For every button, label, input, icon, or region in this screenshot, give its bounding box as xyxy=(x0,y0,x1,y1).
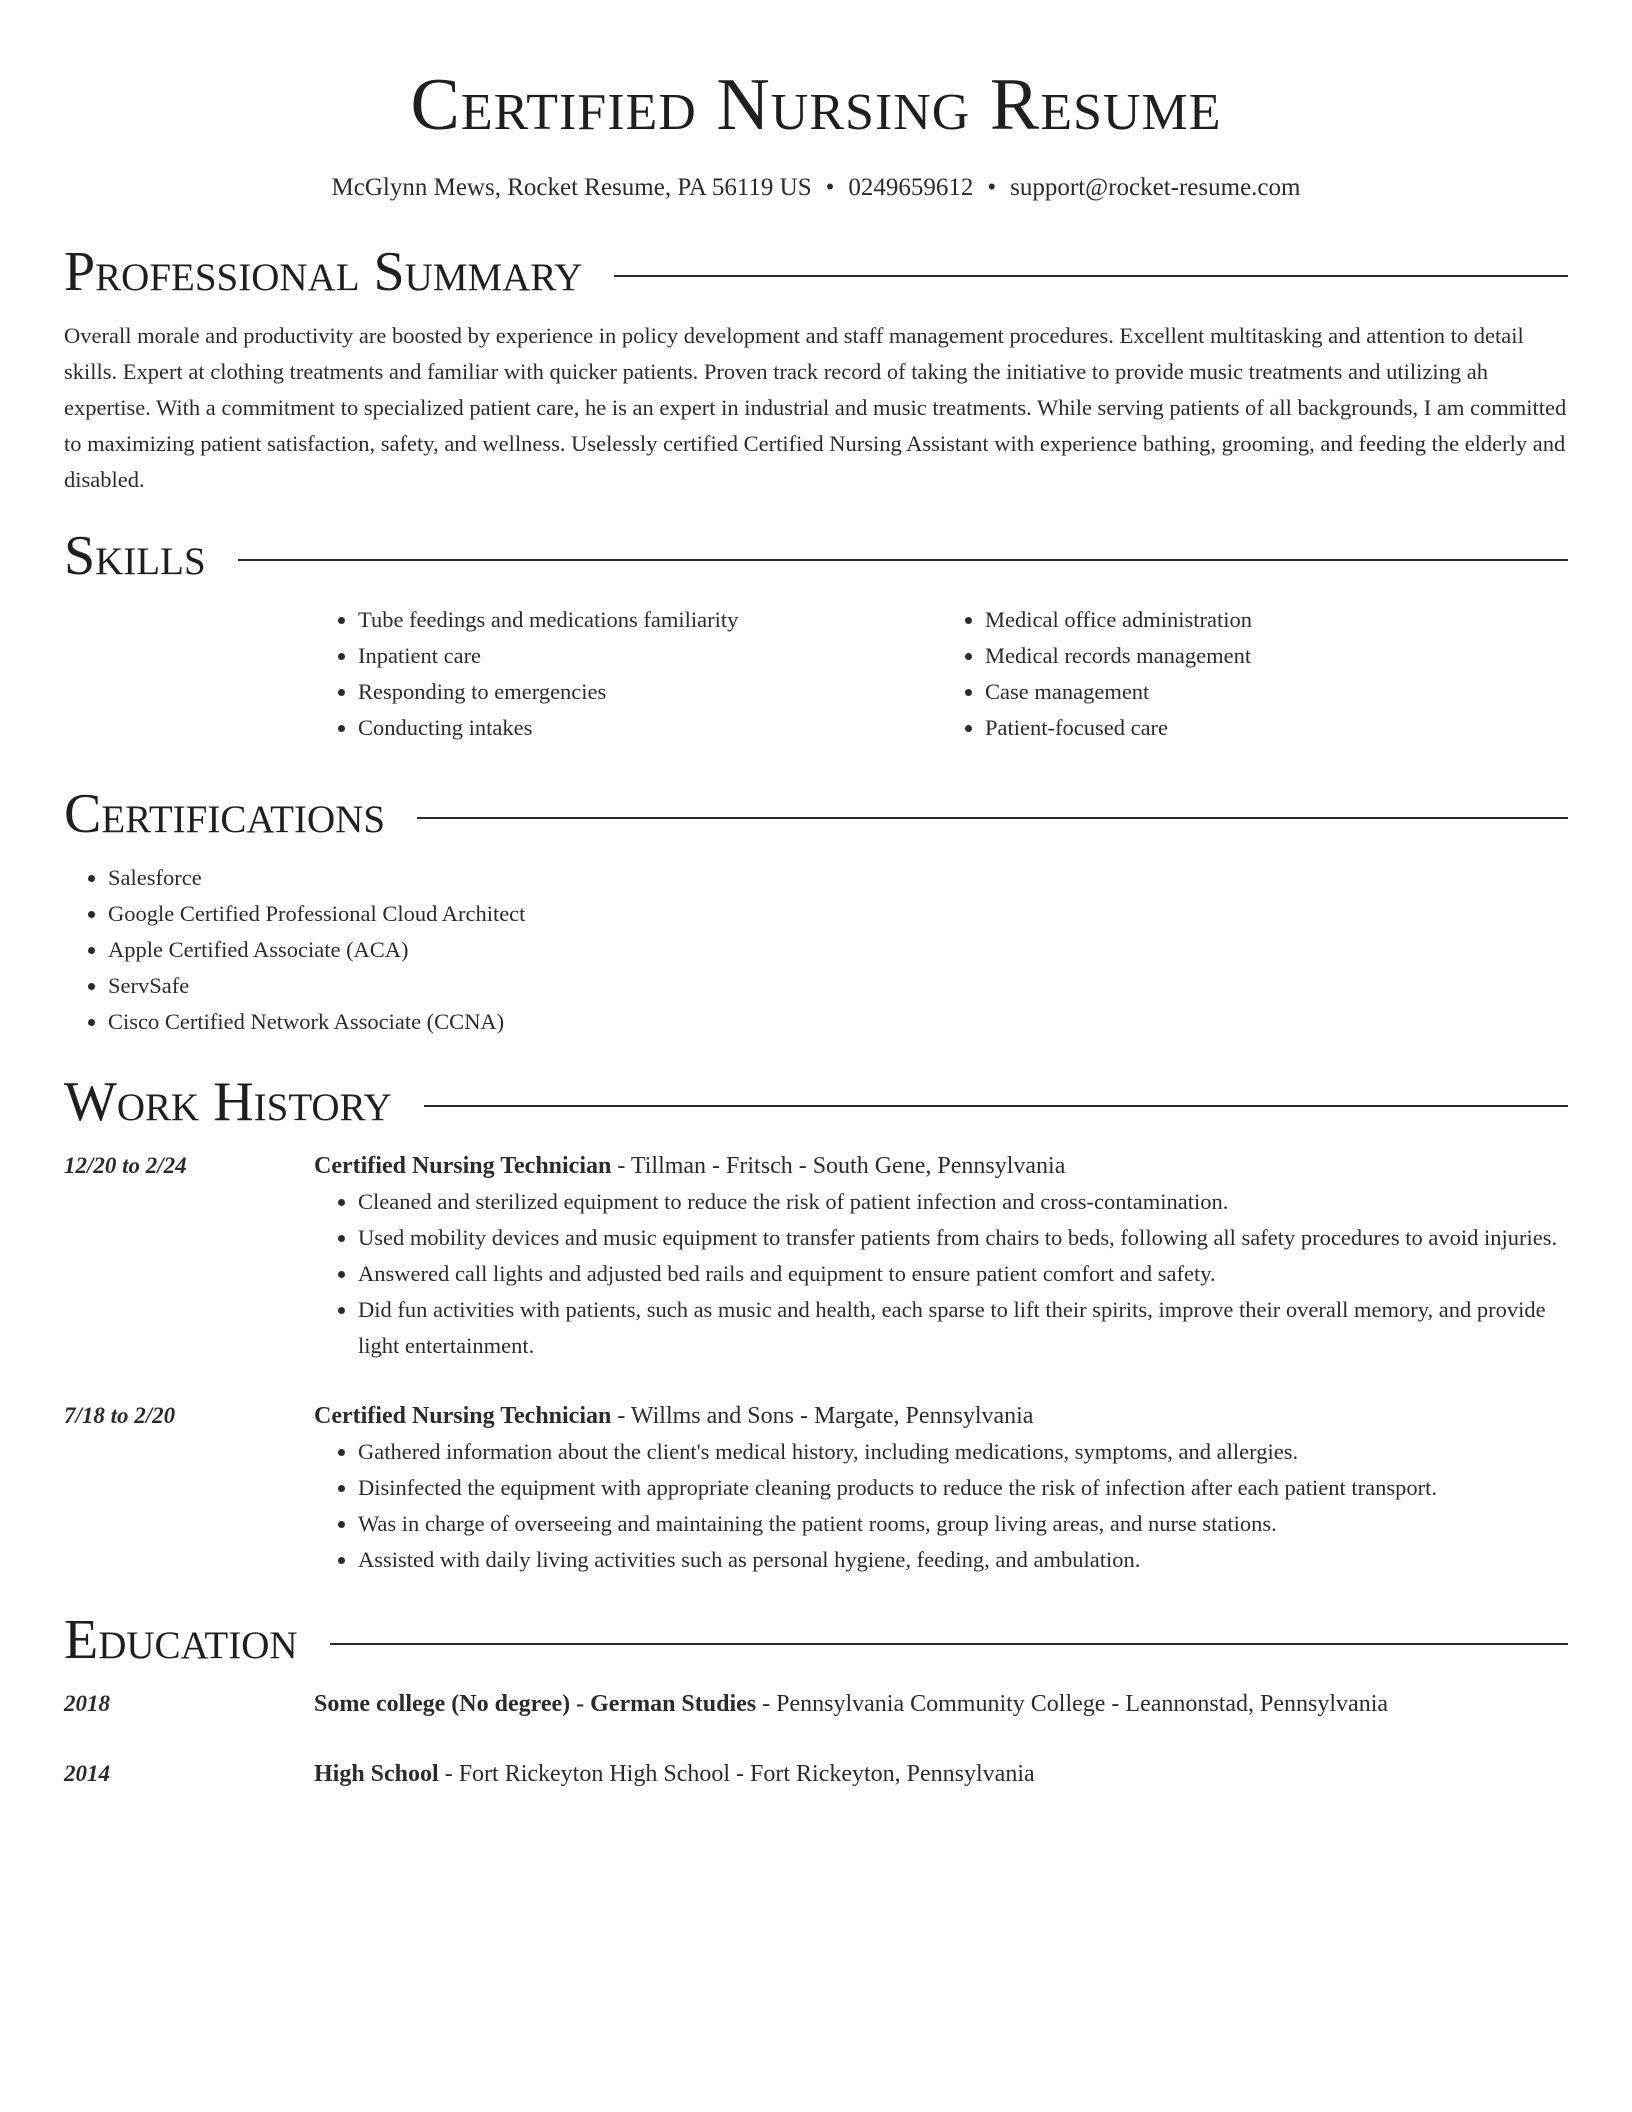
job-heading xyxy=(314,1398,1568,1434)
list-item: • Gathered information about the client's medical history, including medications, symptoms, and allergies. xyxy=(358,1434,1568,1470)
list-item: • Cisco Certified Network Associate (CCNA) xyxy=(108,1004,1568,1040)
job-heading xyxy=(314,1148,1568,1184)
education-body xyxy=(314,1756,1568,1792)
contact-phone: 0249659612 xyxy=(848,174,974,201)
section-divider xyxy=(238,559,1568,561)
list-item: • Google Certified Professional Cloud Architect xyxy=(108,896,1568,932)
section-divider xyxy=(614,275,1568,277)
job-body xyxy=(314,1148,1568,1364)
list-item: • Responding to emergencies xyxy=(358,674,941,710)
list-item: • Tube feedings and medications familiarity xyxy=(358,602,941,638)
education-heading-line xyxy=(314,1686,1568,1722)
job-dates: 12/20 to 2/24 xyxy=(64,1153,187,1178)
contact-address: McGlynn Mews, Rocket Resume, PA 56119 US xyxy=(331,174,812,201)
education-heading: Education xyxy=(64,1609,298,1671)
summary-heading: Professional Summary xyxy=(64,241,583,303)
job-duties-list xyxy=(314,1434,1568,1578)
document-title: Certified Nursing Resume xyxy=(410,64,1222,146)
skills-grid xyxy=(314,602,1568,746)
list-item: • Medical office administration xyxy=(985,602,1568,638)
list-item: • Did fun activities with patients, such as music and health, each sparse to lift their spirits, improve their overall memory, and provide light entertainment. xyxy=(358,1292,1568,1364)
education-school: - Fort Rickeyton High School - Fort Rickeyton, Pennsylvania xyxy=(438,1761,1035,1787)
contact-email: support@rocket-resume.com xyxy=(1010,174,1301,201)
summary-section-header xyxy=(64,240,1568,304)
list-item: • Conducting intakes xyxy=(358,710,941,746)
section-divider xyxy=(417,817,1568,819)
education-body xyxy=(314,1686,1568,1722)
skills-heading: Skills xyxy=(64,525,206,587)
education-entry xyxy=(64,1756,1568,1792)
skills-list-right xyxy=(941,602,1568,746)
list-item: • Inpatient care xyxy=(358,638,941,674)
job-duties-list xyxy=(314,1184,1568,1364)
work-heading: Work History xyxy=(64,1071,392,1133)
education-degree: Some college (No degree) - German Studies xyxy=(314,1691,757,1717)
list-item: • ServSafe xyxy=(108,968,1568,1004)
education-section-header xyxy=(64,1608,1568,1672)
job-body xyxy=(314,1398,1568,1578)
section-divider xyxy=(424,1105,1568,1107)
list-item: • Apple Certified Associate (ACA) xyxy=(108,932,1568,968)
certifications-section-header xyxy=(64,782,1568,846)
education-school: - Pennsylvania Community College - Leannonstad, Pennsylvania xyxy=(756,1691,1389,1717)
list-item: • Cleaned and sterilized equipment to reduce the risk of patient infection and cross-contamination. xyxy=(358,1184,1568,1220)
list-item: • Was in charge of overseeing and maintaining the patient rooms, group living areas, and nurse stations. xyxy=(358,1506,1568,1542)
list-item: • Answered call lights and adjusted bed rails and equipment to ensure patient comfort and safety. xyxy=(358,1256,1568,1292)
list-item: • Medical records management xyxy=(985,638,1568,674)
contact-separator: • xyxy=(825,174,835,201)
job-title: Certified Nursing Technician xyxy=(314,1403,612,1429)
list-item: • Patient-focused care xyxy=(985,710,1568,746)
resume-page xyxy=(64,0,1568,1792)
education-year: 2014 xyxy=(64,1761,110,1786)
job-entry xyxy=(64,1148,1568,1364)
job-employer: - Tillman - Fritsch - South Gene, Pennsylvania xyxy=(611,1153,1066,1179)
contact-separator: • xyxy=(987,174,997,201)
list-item: • Used mobility devices and music equipment to transfer patients from chairs to beds, following all safety procedures to avoid injuries. xyxy=(358,1220,1568,1256)
section-divider xyxy=(330,1643,1568,1645)
education-degree: High School xyxy=(314,1761,439,1787)
job-entry xyxy=(64,1398,1568,1578)
summary-text: Overall morale and productivity are boosted by experience in policy development and staff management procedures. Excellent multitasking and attention to detail skills. Expert at clothing treatments and familiar with quicker patients. Proven track record of taking the initiative to provide music treatments and utilizing ah expertise. With a commitment to specialized patient care, he is an expert in industrial and music treatments. While serving patients of all backgrounds, I am committed to maximizing patient satisfaction, safety, and wellness. Uselessly certified Certified Nursing Assistant with experience bathing, grooming, and feeding the elderly and disabled. xyxy=(64,323,1567,492)
certifications-heading: Certifications xyxy=(64,783,386,845)
list-item: • Salesforce xyxy=(108,860,1568,896)
certifications-list xyxy=(64,860,1568,1040)
list-item: • Disinfected the equipment with appropriate cleaning products to reduce the risk of infection after each patient transport. xyxy=(358,1470,1568,1506)
education-year: 2018 xyxy=(64,1691,110,1716)
skills-list-left xyxy=(314,602,941,746)
work-section-header xyxy=(64,1070,1568,1134)
contact-line xyxy=(64,172,1568,204)
job-title: Certified Nursing Technician xyxy=(314,1153,612,1179)
skills-section-header xyxy=(64,524,1568,588)
list-item: • Case management xyxy=(985,674,1568,710)
job-employer: - Willms and Sons - Margate, Pennsylvania xyxy=(611,1403,1034,1429)
list-item: • Assisted with daily living activities such as personal hygiene, feeding, and ambulation. xyxy=(358,1542,1568,1578)
job-dates: 7/18 to 2/20 xyxy=(64,1403,176,1428)
education-entry xyxy=(64,1686,1568,1722)
education-heading-line xyxy=(314,1756,1568,1792)
